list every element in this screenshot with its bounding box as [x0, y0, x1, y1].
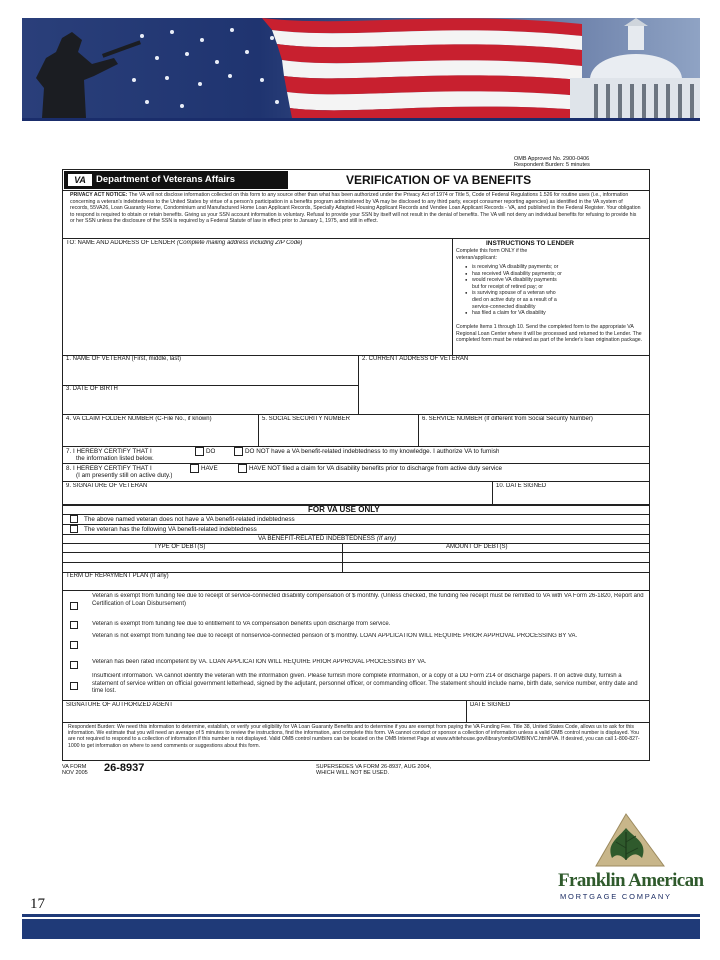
divider — [62, 414, 650, 415]
divider — [62, 446, 650, 447]
field-4-va-claim-folder-number[interactable]: 4. VA CLAIM FOLDER NUMBER (C-File No., if known) — [66, 416, 212, 422]
column-type-of-debts: TYPE OF DEBT(S) — [154, 544, 206, 550]
va-no-indebtedness-checkbox[interactable] — [70, 515, 78, 523]
field-9-signature-of-veteran[interactable]: 9. SIGNATURE OF VETERAN — [66, 483, 148, 489]
privacy-act-text: The VA will not disclose information collected on this form to any source other than what has been authorized under the Privacy Act of 1974 or Title 5, Code of Federal Regulations 1.526 for routine uses (i.e., information concerning a veteran's indebtedness to the United States by virtue of a person's participation in a benefits program administered by VA may be disclosed to any third party, except consumer reporting agencies) as identified in the VA system of records, 55VA26, Loan Guaranty Home, Condominium and Manufactured Home Loan Applicant Records, Specially Adapted Housing Applicant Records and Vendee Loan Applicant Records - VA, and published in the Federal Register. Your obligation to respond is required to obtain or retain benefits. Giving us your SSN account information is voluntary. Refusal to provide your SSN by itself will not result in the denial of benefits. The VA will not deny an individual benefits for refusing to provide his or her SSN unless the disclosure of the SSN is required by a Federal Statute of law in effect prior to January 1, 1975, and still in effect. — [70, 192, 641, 225]
instruction-item: ● has filed a claim for VA disability — [464, 310, 564, 316]
privacy-act-notice — [70, 192, 642, 238]
instruction-item: ● would receive VA disability payments but for receipt of retired pay; or — [464, 277, 564, 290]
va-no-indebtedness-label: The above named veteran does not have a VA benefit-related indebtedness — [84, 516, 295, 523]
header-banner — [22, 18, 700, 118]
term-of-repayment-plan[interactable]: TERM OF REPAYMENT PLAN (If any) — [66, 573, 169, 579]
field-7-do-not-checkbox[interactable] — [234, 447, 243, 456]
instruction-item: ● has received VA disability payments; or — [464, 271, 564, 278]
banner-rule — [22, 118, 700, 121]
indebtedness-header — [258, 535, 396, 542]
divider — [62, 722, 650, 723]
field-8-label: 8. I HEREBY CERTIFY THAT I — [66, 465, 152, 472]
form-number: 26-8937 — [104, 762, 145, 774]
form-id-label-2: NOV 2005 — [62, 770, 88, 776]
divider — [466, 700, 467, 722]
not-exempt-pension-label: Veteran is not exempt from funding fee due to receipt of nonservice-connected pension of $ monthly. LOAN APPLICATION WILL REQUIRE PRIOR APPROVAL PROCESSING BY VA. — [92, 633, 578, 639]
privacy-act-label: PRIVACY ACT NOTICE: — [70, 192, 128, 198]
page-number: 17 — [30, 896, 45, 912]
footer-rule — [22, 914, 700, 917]
field-2-current-address[interactable]: 2. CURRENT ADDRESS OF VETERAN — [362, 356, 469, 362]
lender-label-note: (Complete mailing address including ZIP Code) — [176, 240, 303, 246]
instruction-item: ● is surviving spouse of a veteran who died on active duty or as a result of a service-connected disability — [464, 290, 564, 310]
exempt-service-connected-checkbox[interactable] — [70, 602, 78, 610]
instructions-title: INSTRUCTIONS TO LENDER — [486, 240, 574, 247]
field-8-have-not-checkbox[interactable] — [238, 464, 247, 473]
divider — [452, 238, 453, 356]
exempt-service-connected-label: Veteran is exempt from funding fee due to receipt of service-connected disability compensation of $ monthly. (Unless checked, the funding fee receipt must be remitted to VA with VA Form 26-1820, Report and Certification of Loan Disbursement) — [92, 593, 644, 607]
instructions-intro: Complete this form ONLY if the veteran/applicant: — [456, 248, 528, 261]
instructions-footer: Complete Items 1 through 10. Send the completed form to the appropriate VA Regional Loan Center where it will be processed and returned to the Lender. The completed form must be retained as part of the lender's loan origination package. — [456, 324, 643, 344]
respondent-burden-top: Respondent Burden: 5 minutes — [514, 162, 590, 168]
field-7-do-label: DO — [206, 448, 216, 455]
divider — [492, 481, 493, 505]
divider — [62, 552, 650, 553]
divider — [62, 590, 650, 591]
column-amount-of-debts: AMOUNT OF DEBT(S) — [446, 544, 508, 550]
field-1-name-of-veteran[interactable]: 1. NAME OF VETERAN (First, middle, last) — [66, 356, 182, 362]
va-has-indebtedness-label: The veteran has the following VA benefit-related indebtedness — [84, 526, 257, 533]
insufficient-information-label: Insufficient information. VA cannot identify the veteran with the information given. Please furnish more complete information, or a copy of a DD Form 214 or discharge papers. If on active duty, furnish a statement of service written on official government letterhead, signed by the adjutant, personnel officer, or commanding officer. The statement should include name, birth date, service number, entry date and time lost. — [92, 673, 638, 694]
divider — [258, 414, 259, 446]
footer-bar — [22, 919, 700, 939]
indebtedness-header-note: (If any) — [376, 535, 397, 542]
form-title: VERIFICATION OF VA BENEFITS — [346, 173, 532, 187]
not-exempt-pension-checkbox[interactable] — [70, 641, 78, 649]
field-6-service-number[interactable]: 6. SERVICE NUMBER (If different from Social Security Number) — [422, 416, 593, 422]
agency-band — [64, 171, 288, 189]
field-5-social-security-number[interactable]: 5. SOCIAL SECURITY NUMBER — [262, 416, 351, 422]
field-8-have-checkbox[interactable] — [190, 464, 199, 473]
insufficient-information-checkbox[interactable] — [70, 682, 78, 690]
divider — [62, 463, 650, 464]
divider — [342, 543, 343, 573]
rated-incompetent-checkbox[interactable] — [70, 661, 78, 669]
for-va-use-only: FOR VA USE ONLY — [308, 505, 380, 514]
signature-of-authorized-agent[interactable]: SIGNATURE OF AUTHORIZED AGENT — [66, 702, 173, 708]
field-8-have-label: HAVE — [201, 465, 218, 472]
divider — [358, 355, 359, 415]
divider — [62, 238, 650, 239]
form-id-label-1: VA FORM — [62, 764, 87, 770]
rated-incompetent-label: Veteran has been rated incompetent by VA. LOAN APPLICATION WILL REQUIRE PRIOR APPROVAL PROCESSING BY VA. — [92, 659, 427, 665]
logo-tagline: MORTGAGE COMPANY — [560, 892, 672, 901]
divider — [62, 514, 650, 515]
divider — [62, 190, 650, 191]
agent-date-signed[interactable]: DATE SIGNED — [470, 702, 511, 708]
field-7-label: 7. I HEREBY CERTIFY THAT I — [66, 448, 152, 455]
omb-number: OMB Approved No. 2900-0406 — [514, 156, 590, 162]
field-3-date-of-birth[interactable]: 3. DATE OF BIRTH — [66, 386, 118, 392]
field-8-have-not-label: HAVE NOT filed a claim for VA disability benefits prior to discharge from active duty service — [249, 465, 503, 472]
exempt-discharge-checkbox[interactable] — [70, 621, 78, 629]
va-logo-icon: VA — [68, 174, 92, 186]
field-8-continued: (I am presently still on active duty.) — [76, 472, 173, 479]
divider — [62, 481, 650, 482]
va-has-indebtedness-checkbox[interactable] — [70, 525, 78, 533]
divider — [62, 562, 650, 563]
divider — [418, 414, 419, 446]
instructions-list — [464, 264, 564, 316]
divider — [62, 524, 650, 525]
agency-name: Department of Veterans Affairs — [96, 174, 236, 185]
field-7-do-checkbox[interactable] — [195, 447, 204, 456]
divider — [62, 700, 650, 701]
field-7-do-not-label: DO NOT have a VA benefit-related indebtedness to my knowledge. I authorize VA to furnish — [245, 448, 500, 455]
oak-leaf-icon — [556, 808, 704, 868]
field-10-date-signed[interactable]: 10. DATE SIGNED — [496, 483, 547, 489]
supersedes-line-2: WHICH WILL NOT BE USED. — [316, 770, 390, 776]
divider — [62, 543, 650, 544]
lender-address-label — [66, 240, 302, 247]
us-flag-icon — [22, 18, 700, 118]
lender-label-text: TO: NAME AND ADDRESS OF LENDER — [66, 240, 176, 246]
exempt-discharge-label: Veteran is exempt from funding fee due to entitlement to VA compensation benefits upon discharge from service. — [92, 621, 391, 627]
instruction-item: ● is receiving VA disability payments; or — [464, 264, 564, 271]
respondent-burden-statement: Respondent Burden: We need this information to determine, establish, or verify your eligibility for VA Loan Guaranty Benefits and to determine if you are exempt from paying the VA Funding Fee. Title 38, United States Code, allows us to ask for this information. We estimate that you will need an average of 5 minutes to review the instructions, find the information, and complete this form. VA cannot conduct or sponsor a collection of information unless a valid OMB control number is displayed. You are not required to respond to a collection of information if this number is not displayed. Valid OMB control numbers can be located on the OMB Internet Page at www.whitehouse.gov/library/omb/OMBINVC.html#VA. If desired, you can call 1-800-827-1000 to get information on where to send comments or suggestions about this form. — [68, 724, 640, 749]
logo-company-name: Franklin American — [558, 870, 704, 891]
field-7-continued: the information listed below. — [76, 455, 154, 462]
supersedes-line-1: SUPERSEDES VA FORM 26-8937, AUG 2004, — [316, 764, 432, 770]
indebtedness-header-text: VA BENEFIT-RELATED INDEBTEDNESS — [258, 535, 375, 542]
va-form-26-8937 — [62, 156, 650, 776]
franklin-american-logo — [556, 808, 704, 908]
